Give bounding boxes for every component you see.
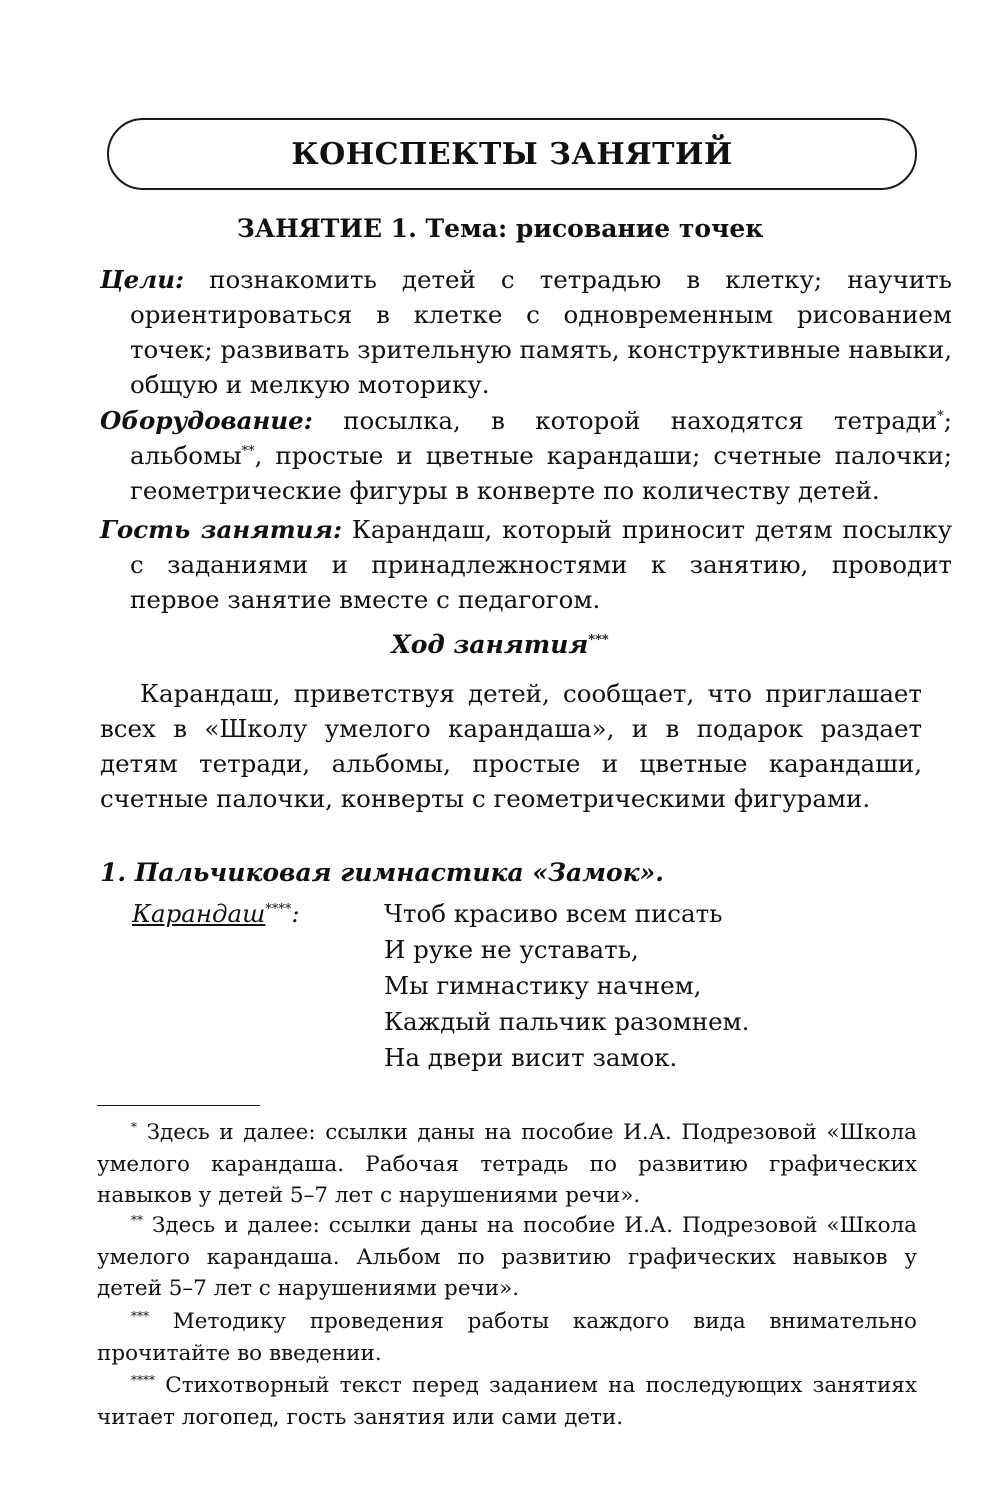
footnote-4 bbox=[97, 1370, 917, 1433]
equipment-text-b: ; альбомы bbox=[130, 406, 952, 470]
poem bbox=[384, 896, 924, 1076]
goals-text: познакомить детей с тетрадью в клетку; научить ориентироваться в клетке с одновременным рисованием точек; развивать зрительную память, конструктивные навыки, общую и мелкую моторику. bbox=[130, 265, 952, 399]
poem-line: И руке не уставать, bbox=[384, 935, 639, 964]
footnote-1 bbox=[97, 1117, 917, 1212]
speaker-label bbox=[132, 896, 372, 931]
footnote-mark: *** bbox=[131, 1308, 149, 1323]
intro-paragraph: Карандаш, приветствуя детей, сообщает, что приглашает всех в «Школу умелого карандаша», и в подарок раздает детям тетради, альбомы, простые и цветные карандаши, счетные палочки, конверты с геометрическими фигурами. bbox=[100, 679, 922, 813]
footnote-text: Здесь и далее: ссылки даны на пособие И.А. Подрезовой «Школа умелого карандаша. Рабочая тетрадь по развитию графических навыков у детей 5–7 лет с нарушениями речи». bbox=[97, 1120, 917, 1208]
guest-paragraph bbox=[100, 512, 952, 617]
footnote-text: Здесь и далее: ссылки даны на пособие И.А. Подрезовой «Школа умелого карандаша. Альбом по развитию графических навыков у детей 5–7 лет с нарушениями речи». bbox=[97, 1213, 917, 1301]
goals-paragraph bbox=[100, 262, 952, 402]
equipment-footnote-mark-1: * bbox=[937, 408, 944, 424]
speaker-name: Карандаш bbox=[132, 899, 266, 928]
speaker-footnote-mark: **** bbox=[265, 901, 292, 917]
poem-line: На двери висит замок. bbox=[384, 1043, 678, 1072]
section-title: КОНСПЕКТЫ ЗАНЯТИЙ bbox=[291, 136, 733, 172]
equipment-footnote-mark-2: ** bbox=[241, 443, 255, 459]
guest-text: Карандаш, который приносит детям посылку с заданиями и принадлежностями к занятию, проводит первое занятие вместе с педагогом. bbox=[130, 515, 952, 614]
poem-line: Каждый пальчик разомнем. bbox=[384, 1007, 750, 1036]
footnote-mark: **** bbox=[131, 1372, 155, 1387]
footnote-text: Методику проведения работы каждого вида внимательно прочитайте во введении. bbox=[97, 1309, 917, 1366]
footnote-3 bbox=[97, 1306, 917, 1369]
speaker-colon: : bbox=[291, 899, 300, 928]
exercise-heading: 1. Пальчиковая гимнастика «Замок». bbox=[100, 858, 664, 887]
poem-line: Чтоб красиво всем писать bbox=[384, 899, 723, 928]
guest-label: Гость занятия: bbox=[100, 515, 343, 544]
footnote-2 bbox=[97, 1210, 917, 1305]
equipment-label: Оборудование: bbox=[100, 406, 313, 435]
goals-label: Цели: bbox=[100, 265, 185, 294]
equipment-paragraph bbox=[100, 403, 952, 508]
course-heading-text: Ход занятия bbox=[391, 630, 589, 659]
equipment-text-a: посылка, в которой находятся тетради bbox=[312, 406, 938, 435]
course-footnote-mark: *** bbox=[588, 632, 609, 648]
equipment-text-c: , простые и цветные карандаши; счетные палочки; геометрические фигуры в конверте по количеству детей. bbox=[130, 441, 952, 505]
course-heading bbox=[0, 630, 1000, 659]
section-title-box bbox=[107, 118, 917, 190]
footnote-mark: * bbox=[131, 1119, 137, 1134]
footnote-mark: ** bbox=[131, 1212, 143, 1227]
footnote-divider bbox=[97, 1105, 260, 1106]
lesson-heading: ЗАНЯТИЕ 1. Тема: рисование точек bbox=[236, 214, 764, 243]
footnote-text: Стихотворный текст перед заданием на последующих занятиях читает логопед, гость занятия или сами дети. bbox=[97, 1373, 917, 1430]
poem-line: Мы гимнастику начнем, bbox=[384, 971, 702, 1000]
